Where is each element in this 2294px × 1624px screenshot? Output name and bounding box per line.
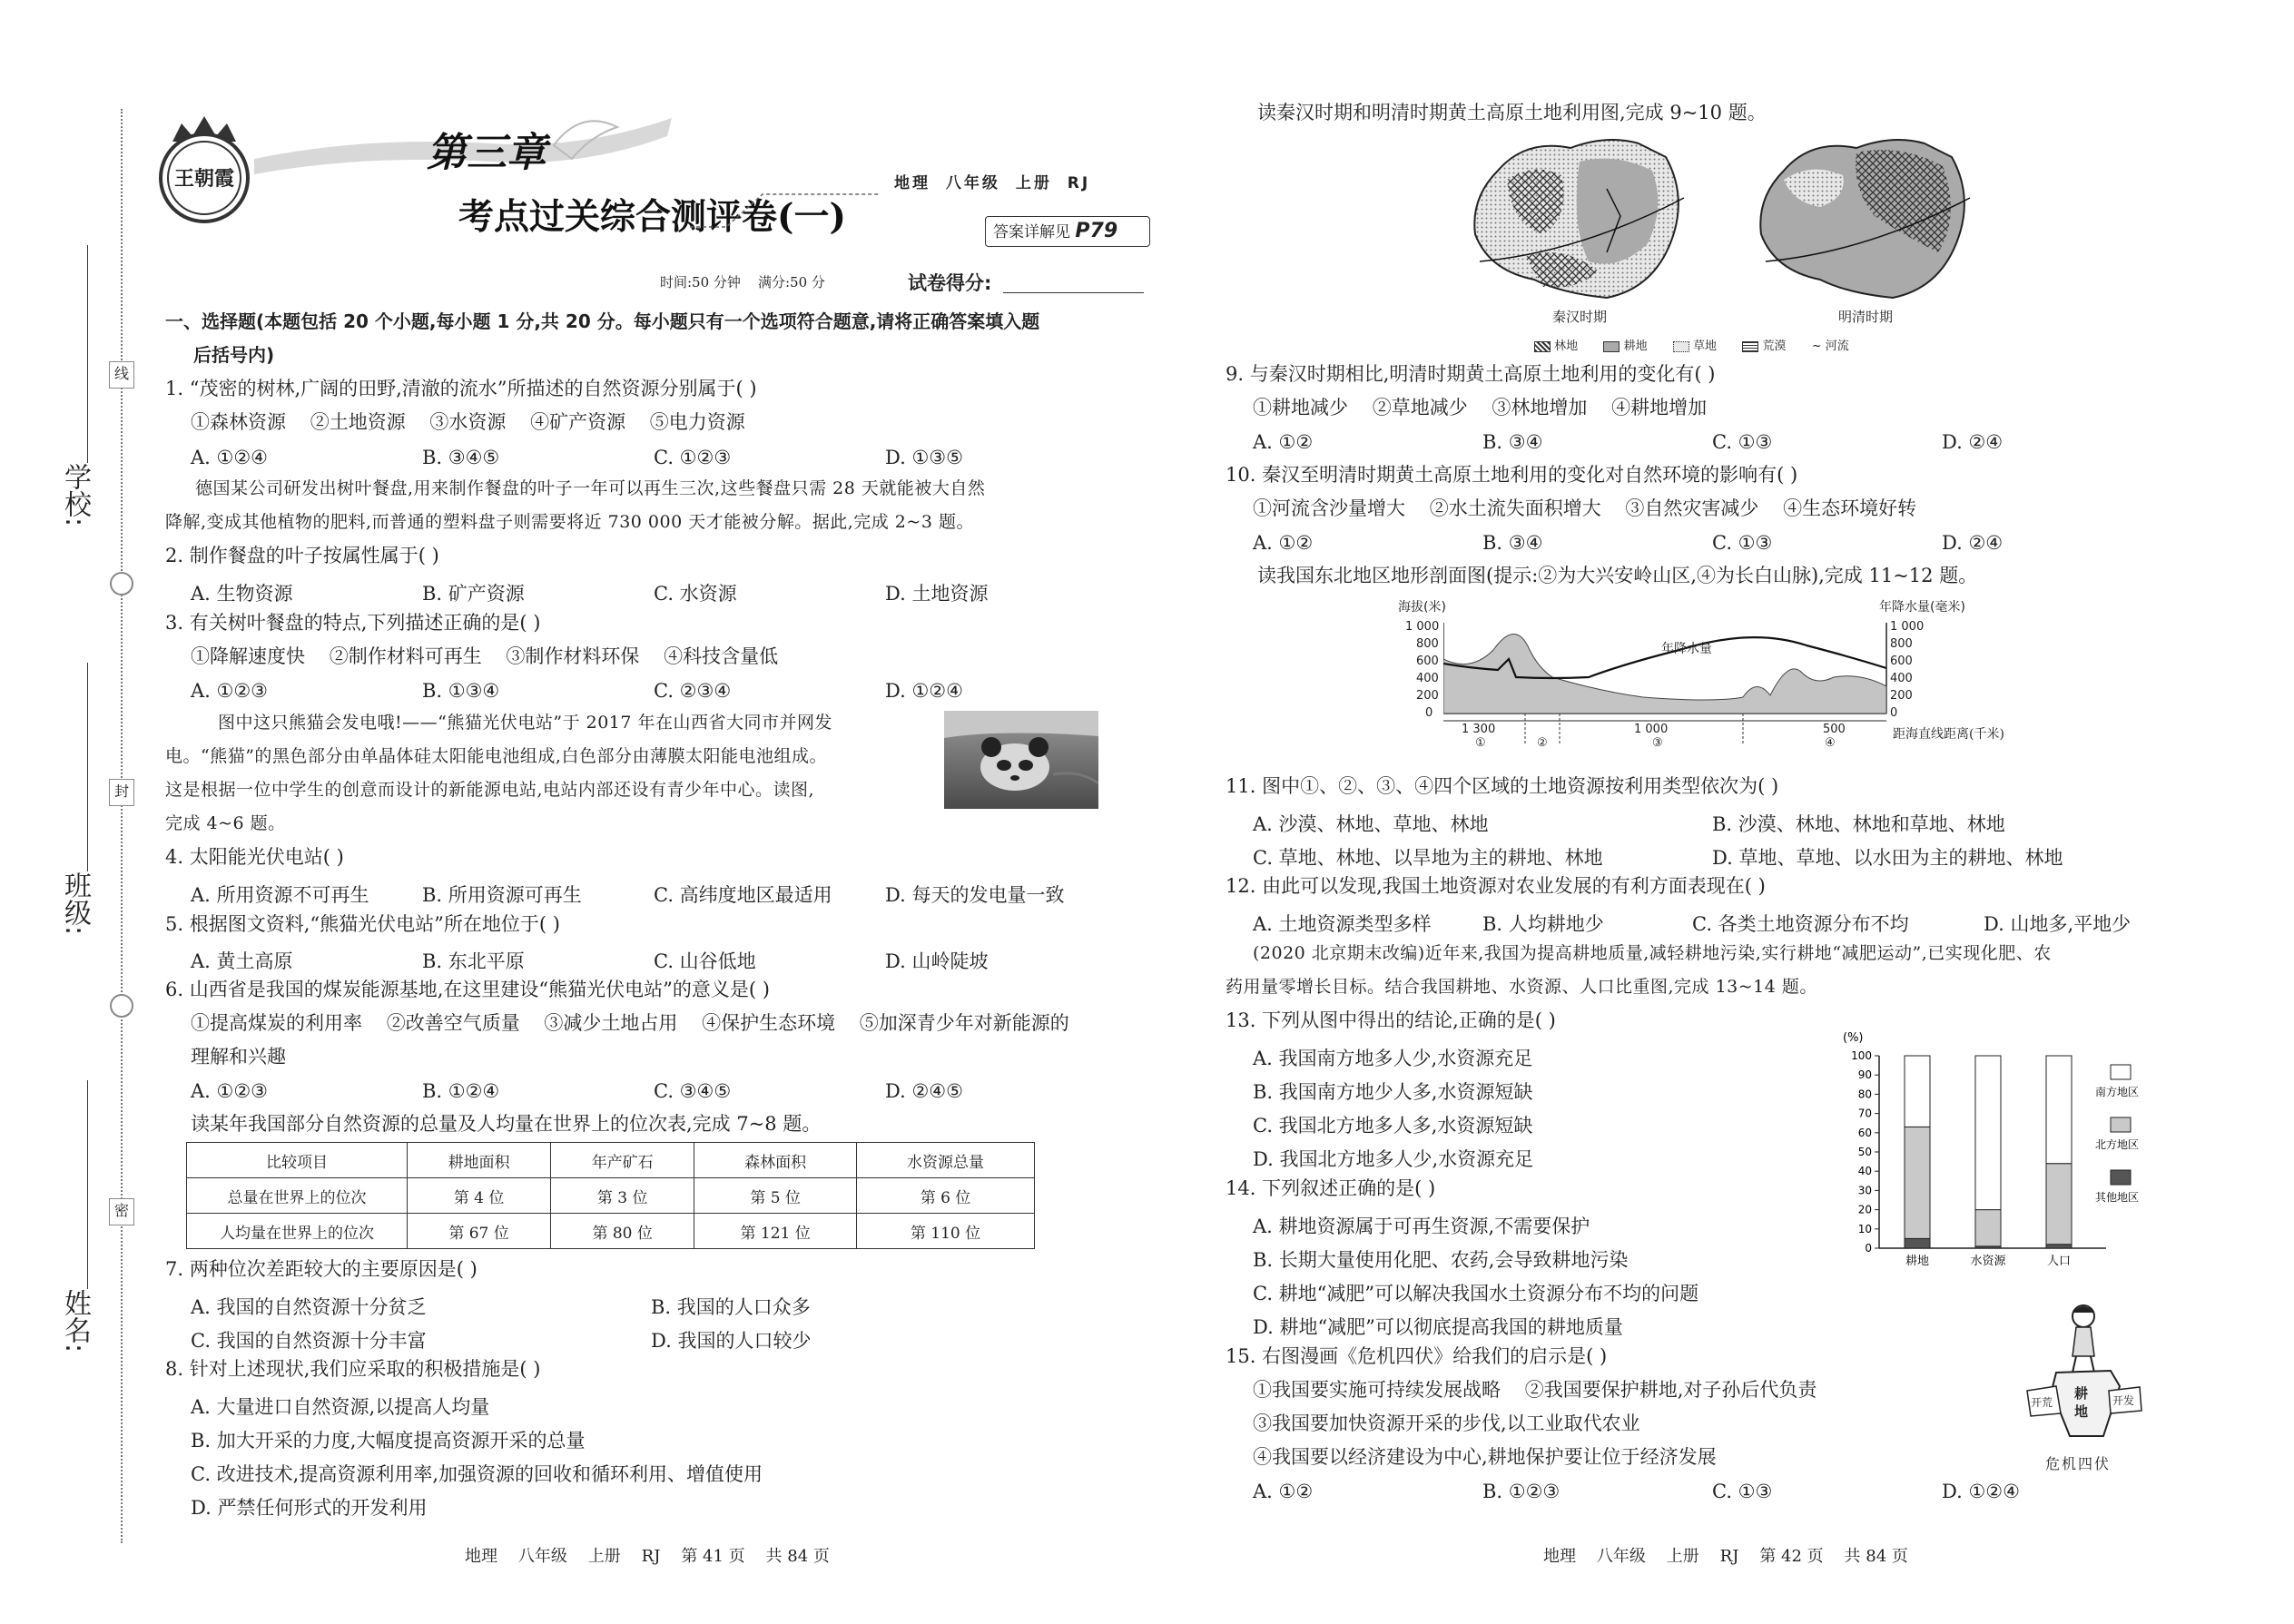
question-6: 6. 山西省是我国的煤炭能源基地,在这里建设“熊猫光伏电站”的意义是( ): [165, 979, 770, 1000]
table-cell: 第 67 位: [408, 1214, 551, 1249]
q10-option-d[interactable]: D. ②④: [1942, 532, 2004, 554]
legend-desert: 荒漠: [1762, 340, 1787, 353]
page-footer-right: 地理 八年级 上册 RJ 第 42 页 共 84 页: [1543, 1547, 1908, 1566]
table-cell: 第 121 位: [694, 1214, 857, 1249]
legend-river-icon: ~: [1811, 340, 1822, 353]
class-blank: [87, 663, 88, 871]
score-label: 试卷得分:: [908, 272, 992, 294]
passage-13-14-line1: (2020 北京期末改编)近年来,我国为提高耕地质量,减轻耕地污染,实行耕地“减肥运动”,已实现化肥、农: [1253, 943, 2052, 963]
resource-rank-table: [186, 1142, 1035, 1249]
binding-hole-icon: [110, 572, 133, 595]
q3-items: ①降解速度快 ②制作材料可再生 ③制作材料环保 ④科技含量低: [191, 645, 779, 667]
q1-items: ①森林资源 ②土地资源 ③水资源 ④矿产资源 ⑤电力资源: [191, 411, 745, 433]
question-9: 9. 与秦汉时期相比,明清时期黄土高原土地利用的变化有( ): [1226, 363, 1716, 385]
q8-option-a[interactable]: A. 大量进口自然资源,以提高人均量: [191, 1396, 490, 1418]
q6-items-cont: 理解和兴趣: [191, 1046, 286, 1068]
cartoon-label-farmland-2: 地: [2074, 1403, 2089, 1420]
cartoon-caption: 危机四伏: [2045, 1455, 2112, 1472]
answer-ref-prefix: 答案详解见: [993, 223, 1070, 241]
chart-y-tick-label: 10: [1857, 1222, 1872, 1235]
q11-option-b[interactable]: B. 沙漠、林地、林地和草地、林地: [1712, 813, 2005, 835]
question-8: 8. 针对上述现状,我们应采取的积极措施是( ): [165, 1358, 541, 1380]
table-cell: 第 4 位: [408, 1178, 551, 1214]
q2-option-d[interactable]: D. 土地资源: [885, 583, 989, 605]
chart-y-tick-label: 50: [1857, 1146, 1872, 1158]
table-cell: 第 110 位: [857, 1214, 1035, 1249]
q12-option-a[interactable]: A. 土地资源类型多样: [1253, 913, 1432, 935]
question-12: 12. 由此可以发现,我国土地资源对农业发展的有利方面表现在( ): [1226, 875, 1766, 897]
table-header-row: [187, 1143, 1035, 1178]
chart-y-tick-label: 100: [1851, 1049, 1872, 1062]
q13-option-a[interactable]: A. 我国南方地多人少,水资源充足: [1253, 1048, 1533, 1069]
distance-1000: 1 000: [1634, 723, 1669, 736]
chart-bar-segment: [2046, 1164, 2072, 1245]
elevation-axis-label: 海拔(米): [1398, 600, 1446, 615]
q10-option-b[interactable]: B. ③④: [1482, 532, 1543, 554]
legend-grass: 草地: [1693, 340, 1718, 353]
chart-bar-segment: [2046, 1056, 2072, 1164]
question-11: 11. 图中①、②、③、④四个区域的土地资源按利用类型依次为( ): [1226, 775, 1779, 797]
chart-y-tick-label: 20: [1857, 1203, 1872, 1216]
q7-option-c[interactable]: C. 我国的自然资源十分丰富: [191, 1330, 427, 1352]
brand-logo: [154, 107, 254, 225]
elev-tick-600: 600: [1416, 655, 1439, 668]
school-blank: [87, 245, 88, 463]
title-dotted-line: [690, 192, 881, 229]
q1-option-b[interactable]: B. ③④⑤: [422, 447, 500, 468]
score-blank: [1003, 292, 1144, 293]
q11-option-c[interactable]: C. 草地、林地、以旱地为主的耕地、林地: [1253, 847, 1603, 869]
chart-bar-segment: [1905, 1056, 1930, 1127]
q10-items: ①河流含沙量增大 ②水土流失面积增大 ③自然灾害减少 ④生态环境好转: [1253, 497, 1917, 519]
q9-option-a[interactable]: A. ①②: [1253, 431, 1314, 453]
q5-option-b[interactable]: B. 东北平原: [422, 950, 525, 972]
chart-legend-label: 其他地区: [2095, 1191, 2140, 1204]
q5-option-a[interactable]: A. 黄土高原: [191, 950, 293, 972]
q11-option-a[interactable]: A. 沙漠、林地、草地、林地: [1253, 813, 1489, 835]
elev-tick-0: 0: [1425, 706, 1433, 720]
chart-legend-swatch: [2111, 1117, 2131, 1132]
logo-text: 王朝霞: [173, 167, 234, 191]
chart-y-tick-label: 40: [1857, 1165, 1872, 1178]
q14-option-d[interactable]: D. 耕地“减肥”可以彻底提高我国的耕地质量: [1253, 1316, 1623, 1338]
page-footer-left: 地理 八年级 上册 RJ 第 41 页 共 84 页: [465, 1547, 830, 1566]
question-5: 5. 根据图文资料,“熊猫光伏电站”所在地位于( ): [165, 913, 560, 935]
chart-bar-segment: [2046, 1245, 2072, 1248]
distance-500: 500: [1823, 723, 1846, 736]
q14-option-a[interactable]: A. 耕地资源属于可再生资源,不需要保护: [1253, 1216, 1590, 1237]
q5-option-d[interactable]: D. 山岭陡坡: [885, 950, 989, 972]
q5-option-c[interactable]: C. 山谷低地: [654, 950, 756, 972]
name-label: 姓名:: [59, 1289, 91, 1353]
q2-option-a[interactable]: A. 生物资源: [191, 583, 293, 605]
question-3: 3. 有关树叶餐盘的特点,下列描述正确的是( ): [165, 612, 541, 634]
table-header-cell: 水资源总量: [857, 1143, 1035, 1178]
chart-legend-label: 南方地区: [2095, 1086, 2140, 1098]
q6-option-c[interactable]: C. ③④⑤: [654, 1080, 732, 1102]
distance-1300: 1 300: [1462, 723, 1496, 736]
q6-option-b[interactable]: B. ①②④: [422, 1080, 500, 1102]
school-label: 学校:: [59, 463, 91, 527]
precip-tick-1000: 1 000: [1890, 620, 1925, 634]
q9-option-b[interactable]: B. ③④: [1482, 431, 1543, 453]
legend-forest-swatch: [1534, 341, 1551, 352]
table-header-cell: 耕地面积: [408, 1143, 551, 1178]
precip-tick-800: 800: [1890, 637, 1913, 651]
terrain-profile-diagram: [1389, 595, 2070, 752]
question-4: 4. 太阳能光伏电站( ): [165, 846, 344, 868]
q13-option-d[interactable]: D. 我国北方地多人少,水资源充足: [1253, 1148, 1534, 1170]
seal-char-2: 封: [109, 779, 134, 806]
q10-option-c[interactable]: C. ①③: [1712, 532, 1773, 554]
q11-option-d[interactable]: D. 草地、草地、以水田为主的耕地、林地: [1712, 847, 2063, 869]
q1-option-d[interactable]: D. ①③⑤: [885, 447, 963, 468]
precip-tick-0: 0: [1890, 706, 1898, 720]
region-3-label: ③: [1652, 736, 1663, 750]
elev-tick-800: 800: [1416, 637, 1439, 651]
cartoon-label-develop: 开发: [2112, 1394, 2135, 1407]
seal-char-3: 密: [109, 1198, 134, 1225]
chart-legend-swatch: [2111, 1065, 2131, 1079]
q9-items: ①耕地减少 ②草地减少 ③林地增加 ④耕地增加: [1253, 397, 1708, 418]
elev-tick-200: 200: [1416, 689, 1439, 703]
exam-title: 考点过关综合测评卷(一): [458, 196, 846, 238]
land-water-population-chart: [1834, 1030, 2161, 1280]
table-cell: 第 5 位: [694, 1178, 857, 1214]
section-heading-cont: 后括号内): [193, 344, 275, 366]
table-row: [187, 1178, 1035, 1214]
chart-y-tick-label: 70: [1857, 1107, 1872, 1120]
precip-tick-400: 400: [1890, 672, 1913, 685]
chart-y-tick-label: 0: [1865, 1242, 1872, 1255]
legend-farmland-swatch: [1603, 341, 1620, 352]
subject-tag: 地理 八年级 上册 RJ: [894, 174, 1091, 192]
table-cell: 第 3 位: [551, 1178, 694, 1214]
q4-option-d[interactable]: D. 每天的发电量一致: [885, 884, 1065, 906]
region-4-label: ④: [1825, 736, 1836, 750]
q10-option-a[interactable]: A. ①②: [1253, 532, 1314, 554]
time-info: 时间:50 分钟 满分:50 分: [660, 274, 825, 290]
map-ming-qing-caption: 明清时期: [1838, 309, 1894, 325]
elev-tick-400: 400: [1416, 672, 1439, 685]
legend-river: 河流: [1825, 340, 1849, 353]
distance-axis-label: 距海直线距离(千米): [1893, 727, 2004, 742]
passage-9-10: 读秦汉时期和明清时期黄土高原土地利用图,完成 9~10 题。: [1257, 102, 1767, 123]
section-heading: 一、选择题(本题包括 20 个小题,每小题 1 分,共 20 分。每小题只有一个选项符合题意,请将正确答案填入题: [165, 310, 1040, 332]
q2-option-c[interactable]: C. 水资源: [654, 583, 737, 605]
passage-2-3-line2: 降解,变成其他植物的肥料,而普通的塑料盘子则需要将近 730 000 天才能被分解。据此,完成 2~3 题。: [165, 512, 974, 532]
elev-tick-1000: 1 000: [1405, 620, 1440, 634]
chapter-title: 第三章: [427, 130, 546, 176]
q3-option-a[interactable]: A. ①②③: [191, 680, 268, 702]
passage-4-6-line4: 完成 4~6 题。: [165, 813, 286, 833]
q6-option-d[interactable]: D. ②④⑤: [885, 1080, 963, 1102]
q4-option-b[interactable]: B. 所用资源可再生: [422, 884, 582, 906]
q2-option-b[interactable]: B. 矿产资源: [422, 583, 525, 605]
q7-option-b[interactable]: B. 我国的人口众多: [651, 1296, 811, 1318]
q13-option-b[interactable]: B. 我国南方地少人多,水资源短缺: [1253, 1081, 1533, 1103]
panda-power-station-photo: [944, 711, 1098, 809]
q8-option-b[interactable]: B. 加大开采的力度,大幅度提高资源开采的总量: [191, 1430, 586, 1452]
passage-13-14-line2: 药用量零增长目标。结合我国耕地、水资源、人口比重图,完成 13~14 题。: [1226, 977, 1817, 997]
q3-option-c[interactable]: C. ②③④: [654, 680, 732, 702]
question-2: 2. 制作餐盘的叶子按属性属于( ): [165, 545, 439, 566]
q8-option-d[interactable]: D. 严禁任何形式的开发利用: [191, 1497, 428, 1519]
q3-option-b[interactable]: B. ①③④: [422, 680, 500, 702]
table-cell: 人均量在世界上的位次: [187, 1214, 408, 1249]
chart-category-label: 耕地: [1905, 1255, 1930, 1268]
table-header-cell: 森林面积: [694, 1143, 857, 1178]
chart-bar-segment: [1905, 1238, 1930, 1248]
chart-y-tick-label: 90: [1857, 1068, 1872, 1082]
answer-ref-box: [985, 216, 1150, 247]
class-label: 班级:: [59, 871, 91, 936]
question-13: 13. 下列从图中得出的结论,正确的是( ): [1226, 1009, 1556, 1031]
chart-bar-segment: [1975, 1056, 2001, 1210]
region-1-label: ①: [1475, 736, 1486, 750]
q4-option-a[interactable]: A. 所用资源不可再生: [191, 884, 369, 906]
question-1: 1. “茂密的树林,广阔的田野,清澈的流水”所描述的自然资源分别属于( ): [165, 378, 757, 399]
q15-option-d[interactable]: D. ①②④: [1942, 1481, 2020, 1502]
binding-dotted-line: [121, 109, 123, 1543]
q7-option-a[interactable]: A. 我国的自然资源十分贫乏: [191, 1296, 427, 1318]
question-15: 15. 右图漫画《危机四伏》给我们的启示是( ): [1226, 1345, 1608, 1367]
region-2-label: ②: [1537, 736, 1548, 750]
passage-11-12: 读我国东北地区地形剖面图(提示:②为大兴安岭山区,④为长白山脉),完成 11~12 题。: [1257, 565, 1978, 586]
q12-option-b[interactable]: B. 人均耕地少: [1482, 913, 1604, 935]
q15-item-1: ①我国要实施可持续发展战略 ②我国要保护耕地,对子孙后代负责: [1253, 1379, 1817, 1401]
passage-2-3-line1: 德国某公司研发出树叶餐盘,用来制作餐盘的叶子一年可以再生三次,这些餐盘只需 28 天就能被大自然: [195, 478, 986, 498]
precip-tick-600: 600: [1890, 655, 1913, 668]
q14-option-c[interactable]: C. 耕地“减肥”可以解决我国水土资源分布不均的问题: [1253, 1283, 1699, 1304]
q1-option-a[interactable]: A. ①②④: [191, 447, 268, 468]
passage-4-6-line1: 图中这只熊猫会发电哦!——“熊猫光伏电站”于 2017 年在山西省大同市并网发: [218, 713, 832, 733]
chart-bar-segment: [1905, 1127, 1930, 1238]
table-row: [187, 1214, 1035, 1249]
map-legend: [1534, 336, 1849, 353]
table-cell: 第 80 位: [551, 1214, 694, 1249]
q9-option-c[interactable]: C. ①③: [1712, 431, 1773, 453]
q6-items: ①提高煤炭的利用率 ②改善空气质量 ③减少土地占用 ④保护生态环境 ⑤加深青少年对新能源的: [191, 1012, 1069, 1034]
q3-option-d[interactable]: D. ①②④: [885, 680, 963, 702]
chart-bar-segment: [1975, 1210, 2001, 1246]
q15-option-b[interactable]: B. ①②③: [1482, 1481, 1561, 1502]
chart-legend-label: 北方地区: [2095, 1138, 2140, 1151]
cartoon-label-reclaim: 开荒: [2031, 1396, 2053, 1409]
q15-item-3: ④我国要以经济建设为中心,耕地保护要让位于经济发展: [1253, 1446, 1717, 1468]
q15-item-2: ③我国要加快资源开采的步伐,以工业取代农业: [1253, 1412, 1640, 1434]
q6-option-a[interactable]: A. ①②③: [191, 1080, 268, 1102]
chart-unit-label: (%): [1843, 1031, 1864, 1045]
q13-option-c[interactable]: C. 我国北方地多人多,水资源短缺: [1253, 1115, 1533, 1137]
question-10: 10. 秦汉至明清时期黄土高原土地利用的变化对自然环境的影响有( ): [1226, 464, 1798, 486]
q12-option-c[interactable]: C. 各类土地资源分布不均: [1692, 913, 1909, 935]
q12-option-d[interactable]: D. 山地多,平地少: [1984, 913, 2132, 935]
crisis-cartoon: [2020, 1300, 2147, 1445]
answer-ref-page: P79: [1075, 220, 1118, 242]
chart-y-tick-label: 60: [1857, 1126, 1872, 1139]
map-qin-han: [1471, 134, 1693, 302]
q7-option-d[interactable]: D. 我国的人口较少: [651, 1330, 812, 1352]
legend-forest: 林地: [1554, 340, 1579, 353]
cartoon-label-farmland-1: 耕: [2074, 1385, 2089, 1402]
q15-option-c[interactable]: C. ①③: [1712, 1481, 1773, 1502]
q15-option-a[interactable]: A. ①②: [1253, 1481, 1314, 1502]
legend-farmland: 耕地: [1623, 340, 1648, 353]
table-cell: 总量在世界上的位次: [187, 1178, 408, 1214]
question-7: 7. 两种位次差距较大的主要原因是( ): [165, 1258, 478, 1280]
passage-7-8: 读某年我国部分自然资源的总量及人均量在世界上的位次表,完成 7~8 题。: [191, 1113, 822, 1135]
chart-category-label: 人口: [2046, 1255, 2072, 1268]
passage-4-6-line2: 电。“熊猫”的黑色部分由单晶体硅太阳能电池组成,白色部分由薄膜太阳能电池组成。: [165, 746, 827, 766]
seal-char-1: 线: [109, 361, 134, 389]
q14-option-b[interactable]: B. 长期大量使用化肥、农药,会导致耕地污染: [1253, 1249, 1629, 1271]
legend-desert-swatch: [1742, 341, 1758, 352]
legend-grass-swatch: [1673, 341, 1689, 352]
precip-axis-label: 年降水量(毫米): [1879, 600, 1965, 615]
table-header-cell: 比较项目: [187, 1143, 408, 1178]
question-14: 14. 下列叙述正确的是( ): [1226, 1177, 1436, 1199]
q9-option-d[interactable]: D. ②④: [1942, 431, 2004, 453]
map-qin-han-caption: 秦汉时期: [1552, 309, 1608, 325]
precip-tick-200: 200: [1890, 689, 1913, 703]
map-ming-qing: [1757, 134, 1979, 302]
chart-category-label: 水资源: [1970, 1255, 2006, 1268]
table-cell: 第 6 位: [857, 1178, 1035, 1214]
precip-curve-label: 年降水量: [1661, 642, 1712, 656]
chart-legend-swatch: [2111, 1170, 2131, 1185]
name-blank: [87, 1080, 88, 1289]
q1-option-c[interactable]: C. ①②③: [654, 447, 732, 468]
q8-option-c[interactable]: C. 改进技术,提高资源利用率,加强资源的回收和循环利用、增值使用: [191, 1463, 763, 1485]
chart-y-tick-label: 30: [1857, 1184, 1872, 1197]
binding-hole-icon: [110, 994, 133, 1018]
chart-y-tick-label: 80: [1857, 1088, 1872, 1101]
table-header-cell: 年产矿石: [551, 1143, 694, 1178]
q4-option-c[interactable]: C. 高纬度地区最适用: [654, 884, 832, 906]
passage-4-6-line3: 这是根据一位中学生的创意而设计的新能源电站,电站内部还设有青少年中心。读图,: [165, 780, 815, 800]
